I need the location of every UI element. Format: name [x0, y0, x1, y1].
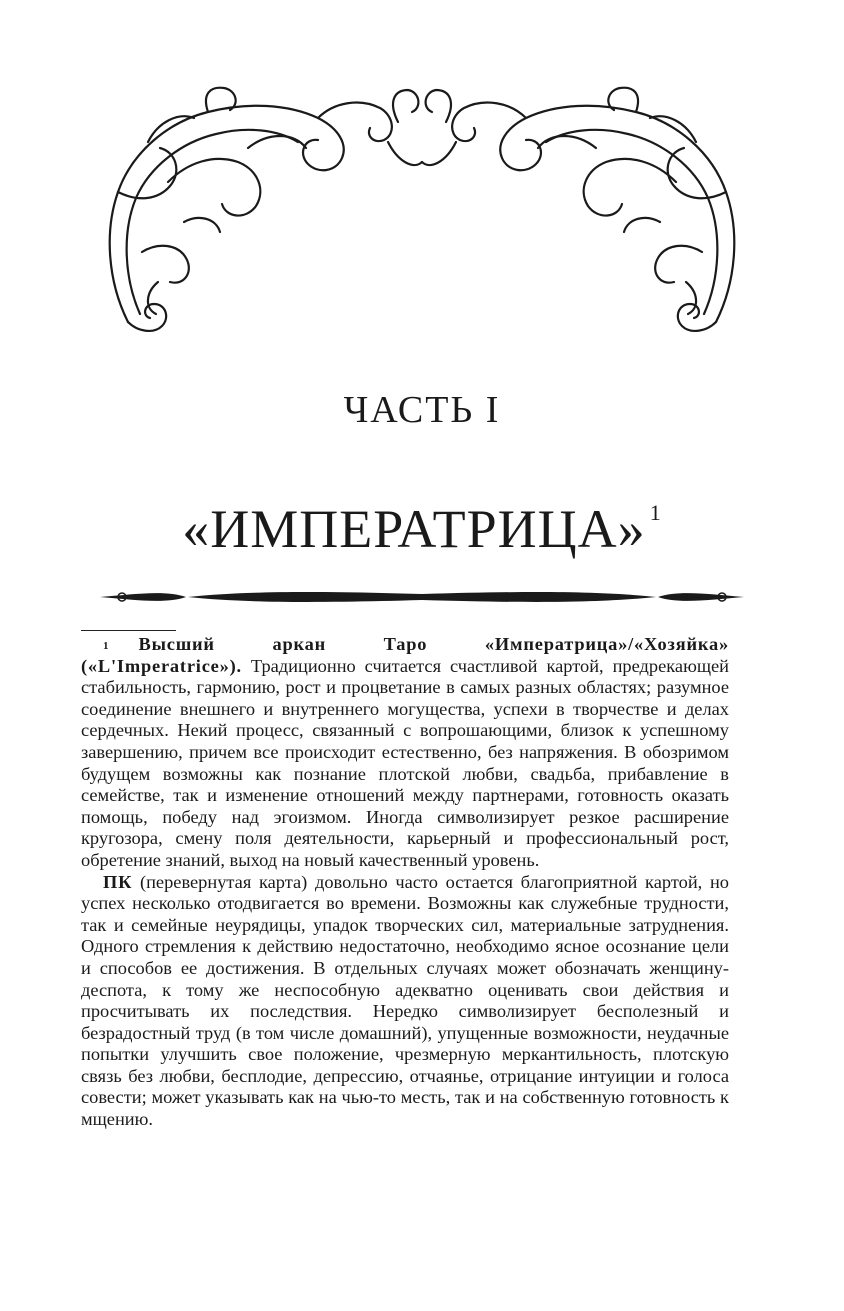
chapter-title	[0, 498, 844, 560]
footnote-heading: Высший аркан Таро «Императрица»/«Хозяйка» («L'Imperatrice»).	[81, 634, 729, 676]
pointed-divider-ornament-icon	[96, 582, 748, 612]
footnote-text-2: (перевернутая карта) довольно часто остается благоприятной картой, но успех несколько отодвигается во времени. Возможны как служебные трудности, так и семейные неурядицы, упадок творческих сил, материальные затруднения. Одного стремления к действию недостаточно, необходимо ясное осознание цели и способов ее достижения. В отдельных случаях может обозначать женщину-деспота, к тому же неспособную адекватно оценивать свои действия и просчитывать их последствия. Нередко символизирует бесполезный и безрадостный труд (в том числе домашний), упущенные возможности, неудачные попытки улучшить свое положение, чрезмерную меркантильность, плотскую связь без любви, бесплодие, депрессию, отчаянье, отрицание интуиции и голоса совести; может указывать как на чью-то месть, так и на собственную готовность к мщению.	[81, 871, 729, 1130]
footnote-lead: ПК	[103, 871, 133, 892]
footnote-text-1: Традиционно считается счастливой картой, предрекающей стабильность, гармонию, рост и процветание в самых разных областях; разумное соединение внешнего и внутреннего могущества, успехи в творчестве и делах сердечных. Некий процесс, связанный с вопрошающими, близок к успешному завершению, причем все происходит естественно, без напряжения. В обозримом будущем возможны как познание плотской любви, свадьба, прибавление в семействе, так и изменение отношений между партнерами, готовность оказать помощь, победу над эгоизмом. Иногда символизирует резкое расширение кругозора, смену поля деятельности, карьерный и профессиональный рост, обретение знаний, выход на новый качественный уровень.	[81, 655, 729, 870]
chapter-title-text: «ИМПЕРАТРИЦА»	[182, 499, 646, 559]
footnote-paragraph-1	[81, 634, 729, 872]
footnote	[81, 634, 729, 1131]
footnote-number: 1	[103, 640, 109, 652]
footnote-paragraph-2	[81, 872, 729, 1131]
footnote-rule	[81, 630, 176, 631]
part-title: ЧАСТЬ I	[343, 389, 501, 431]
footnote-reference[interactable]: 1	[649, 500, 662, 525]
baroque-scroll-ornament-icon	[98, 82, 746, 344]
